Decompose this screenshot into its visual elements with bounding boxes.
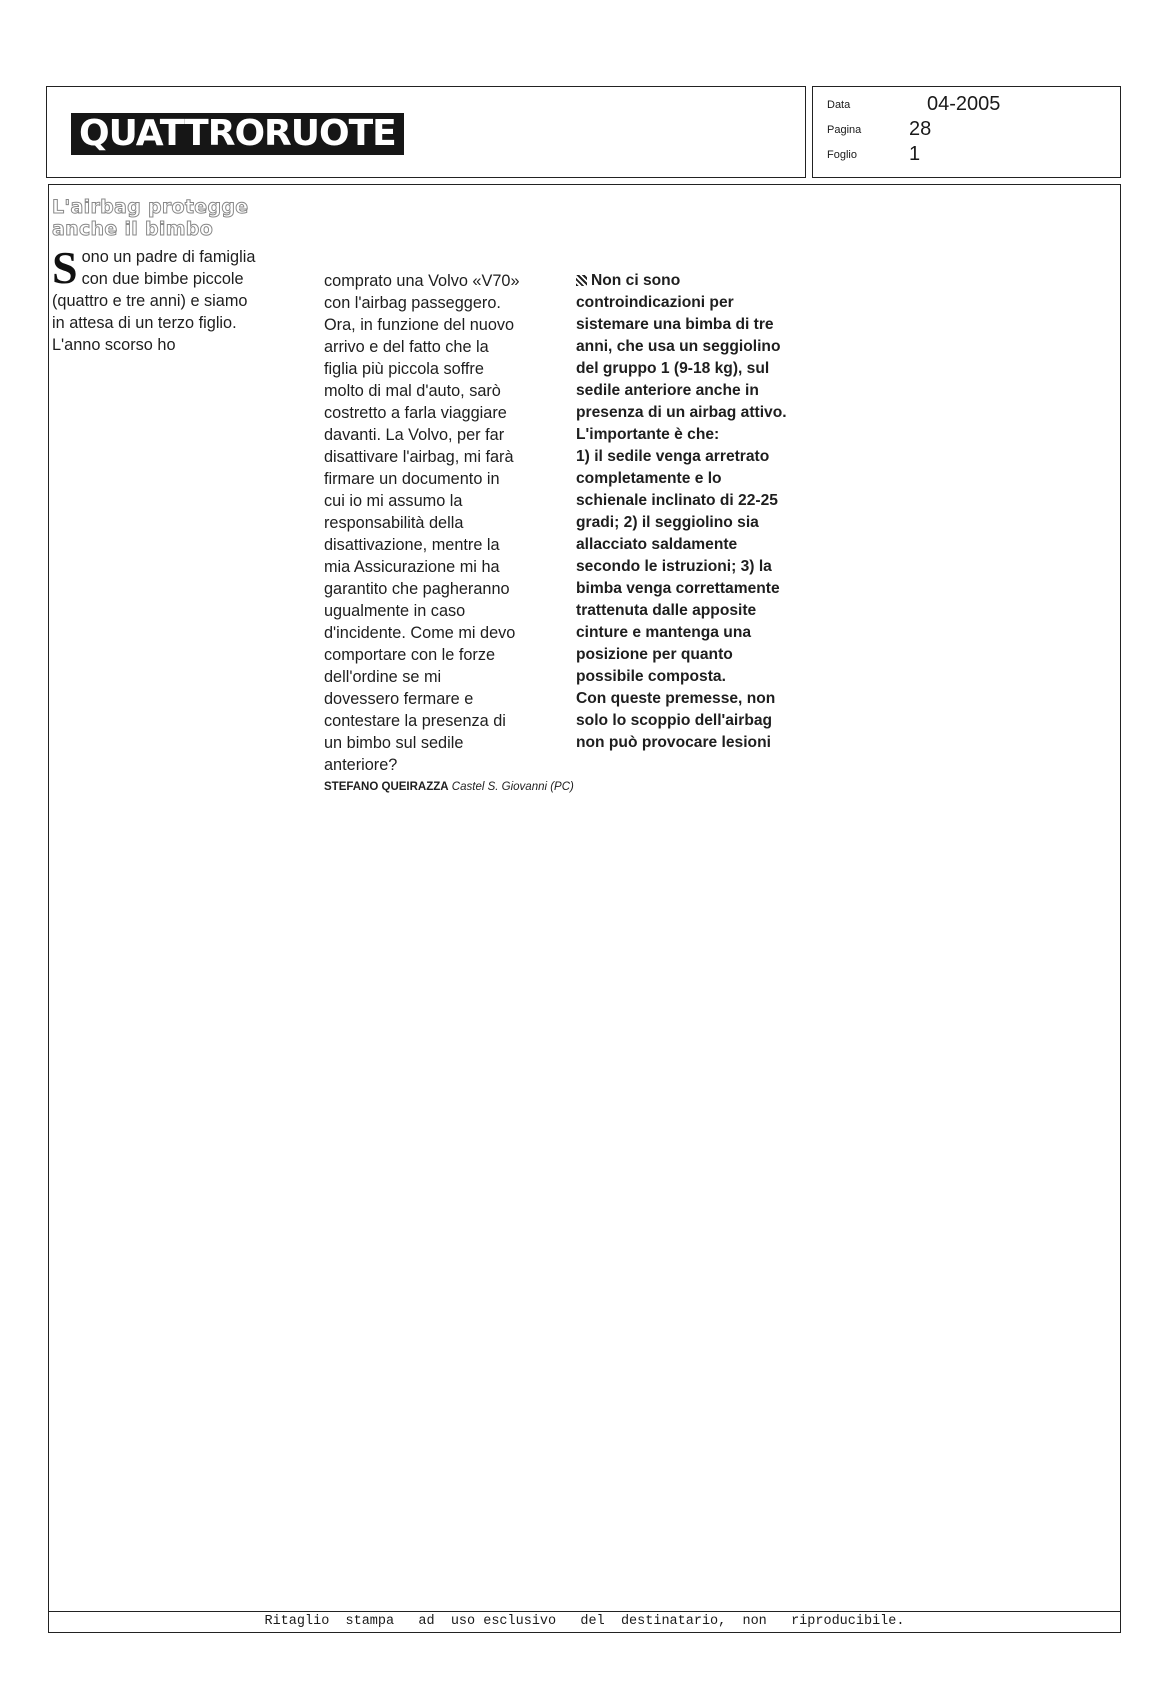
signature-place: Castel S. Giovanni (PC)	[451, 781, 574, 793]
data-value: 04-2005	[927, 93, 1001, 115]
letter-text-2: comprato una Volvo «V70» con l'airbag passeggero. Ora, in funzione del nuovo arrivo e del fatto che la figlia più piccola soffre molto di mal d'auto, sarò costretto a farla viaggiare davanti. La Volvo, per far disattivare l'airbag, mi farà firmare un documento in cui io mi assumo la responsabilità della disattivazione, mentre la mia Assicurazione mi ha garantito che pagheranno ugualmente in caso d'incidente. Come mi devo comportare con le forze dell'ordine se mi dovessero fermare e contestare la presenza di un bimbo sul sedile anteriore?	[324, 272, 520, 774]
answer-column	[576, 270, 816, 754]
answer-text: Non ci sono controindicazioni per sistemare una bimba di tre anni, che usa un seggiolino del gruppo 1 (9-18 kg), sul sedile anteriore anche in presenza di un airbag attivo. L'importante è che: 1) il sedile venga arretrato completamente e lo schienale inclinato di 22-25 gradi; 2) il seggiolino sia allacciato saldamente secondo le istruzioni; 3) la bimba venga correttamente trattenuta dalle apposite cinture e mantenga una posizione per quanto possibile composta. Con queste premesse, non solo lo scoppio dell'airbag non può provocare lesioni	[576, 272, 787, 751]
answer-marker-icon	[576, 275, 587, 286]
foglio-value: 1	[909, 143, 921, 165]
footer-notice: Ritaglio stampa ad uso esclusivo del destinatario, non riproducibile.	[48, 1611, 1121, 1633]
data-label: Data	[827, 99, 851, 111]
drop-cap: S	[52, 242, 78, 293]
letter-text-1: ono un padre di famiglia con due bimbe piccole (quattro e tre anni) e siamo in attesa di un terzo figlio. L'anno scorso ho	[52, 248, 256, 354]
foglio-label: Foglio	[827, 149, 857, 161]
meta-box	[812, 86, 1121, 178]
pagina-label: Pagina	[827, 124, 862, 136]
letter-signature	[324, 780, 574, 794]
letter-column-1	[52, 242, 292, 356]
letter-column-2	[324, 270, 574, 794]
article-headline	[52, 196, 282, 240]
headline-text: L'airbag protegge anche il bimbo	[52, 196, 249, 240]
pagina-value: 28	[909, 118, 932, 140]
masthead-box	[46, 86, 806, 178]
signature-name: STEFANO QUEIRAZZA	[324, 781, 449, 793]
quattroruote-logo: QUATTRORUOTE	[71, 113, 404, 155]
